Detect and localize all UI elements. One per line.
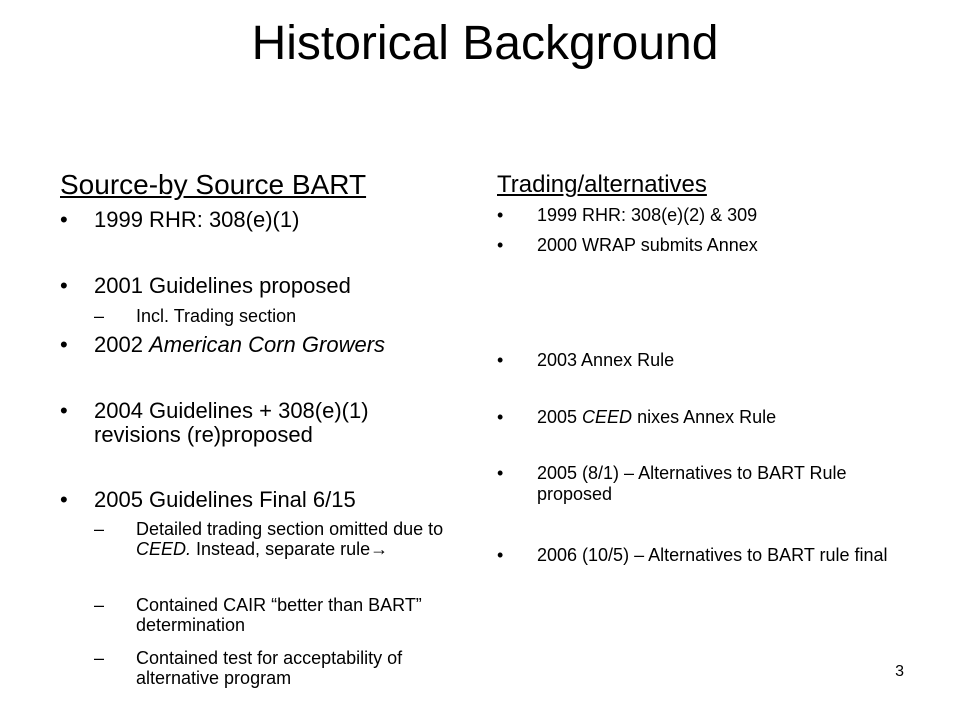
slide-title: Historical Background (251, 17, 719, 70)
text-plain: 2005 (537, 407, 583, 427)
subbullet-text: Incl. Trading section (136, 306, 297, 326)
left-subbullet-4 (94, 648, 464, 688)
left-bullet-3 (60, 333, 460, 357)
right-bullet-5 (497, 463, 917, 505)
left-bullet-1 (60, 208, 460, 232)
bullet-text: 2005 (8/1) – Alternatives to BART Rule proposed (537, 463, 847, 504)
bullet-text: 1999 RHR: 308(e)(2) & 309 (537, 205, 758, 225)
right-bullet-4 (497, 407, 917, 428)
bullet-marker: • (60, 273, 68, 298)
text-plain: Instead, separate rule→ (191, 539, 389, 559)
bullet-marker: • (497, 545, 504, 565)
bullet-text: 2004 Guidelines + 308(e)(1) revisions (re)proposed (94, 398, 369, 447)
bullet-marker: • (497, 350, 504, 370)
bullet-marker: • (497, 407, 504, 427)
bullet-text: 1999 RHR: 308(e)(1) (94, 207, 300, 232)
bullet-text: 2003 Annex Rule (537, 350, 675, 370)
bullet-marker: • (60, 207, 68, 232)
right-bullet-2 (497, 235, 917, 256)
bullet-text: 2000 WRAP submits Annex (537, 235, 758, 255)
case-name: CEED (582, 407, 633, 427)
bullet-marker: • (497, 235, 504, 255)
dash-marker: – (94, 306, 105, 326)
bullet-text: 2001 Guidelines proposed (94, 273, 351, 298)
bullet-text (94, 333, 460, 357)
left-subbullet-3 (94, 595, 464, 635)
right-bullet-3 (497, 350, 917, 371)
left-column-heading: Source-by Source BART (60, 169, 367, 200)
left-bullet-5 (60, 488, 460, 512)
bullet-text: 2005 Guidelines Final 6/15 (94, 487, 356, 512)
subbullet-text: Contained test for acceptability of alternative program (136, 648, 403, 688)
dash-marker: – (94, 519, 105, 539)
dash-marker: – (94, 648, 105, 668)
text-plain: Detailed trading section omitted due to (136, 519, 444, 539)
right-bullet-6 (497, 545, 917, 566)
bullet-marker: • (60, 398, 68, 423)
right-column-heading: Trading/alternatives (497, 171, 707, 198)
text-plain: 2002 (94, 332, 150, 357)
bullet-marker: • (60, 487, 68, 512)
right-bullet-1 (497, 205, 917, 226)
bullet-marker: • (497, 205, 504, 225)
bullet-text: 2006 (10/5) – Alternatives to BART rule final (537, 545, 888, 565)
left-bullet-2 (60, 274, 460, 298)
bullet-marker: • (497, 463, 504, 483)
subbullet-text: Contained CAIR “better than BART” determination (136, 595, 422, 635)
left-bullet-4 (60, 399, 460, 447)
left-subbullet-2 (94, 519, 464, 559)
text-plain: nixes Annex Rule (632, 407, 777, 427)
bullet-marker: • (60, 332, 68, 357)
case-name: CEED. (136, 539, 192, 559)
case-name: American Corn Growers (149, 332, 386, 357)
page-number: 3 (895, 663, 904, 680)
dash-marker: – (94, 595, 105, 615)
left-subbullet-1 (94, 306, 464, 326)
subbullet-text (136, 519, 464, 559)
bullet-text (537, 407, 917, 428)
